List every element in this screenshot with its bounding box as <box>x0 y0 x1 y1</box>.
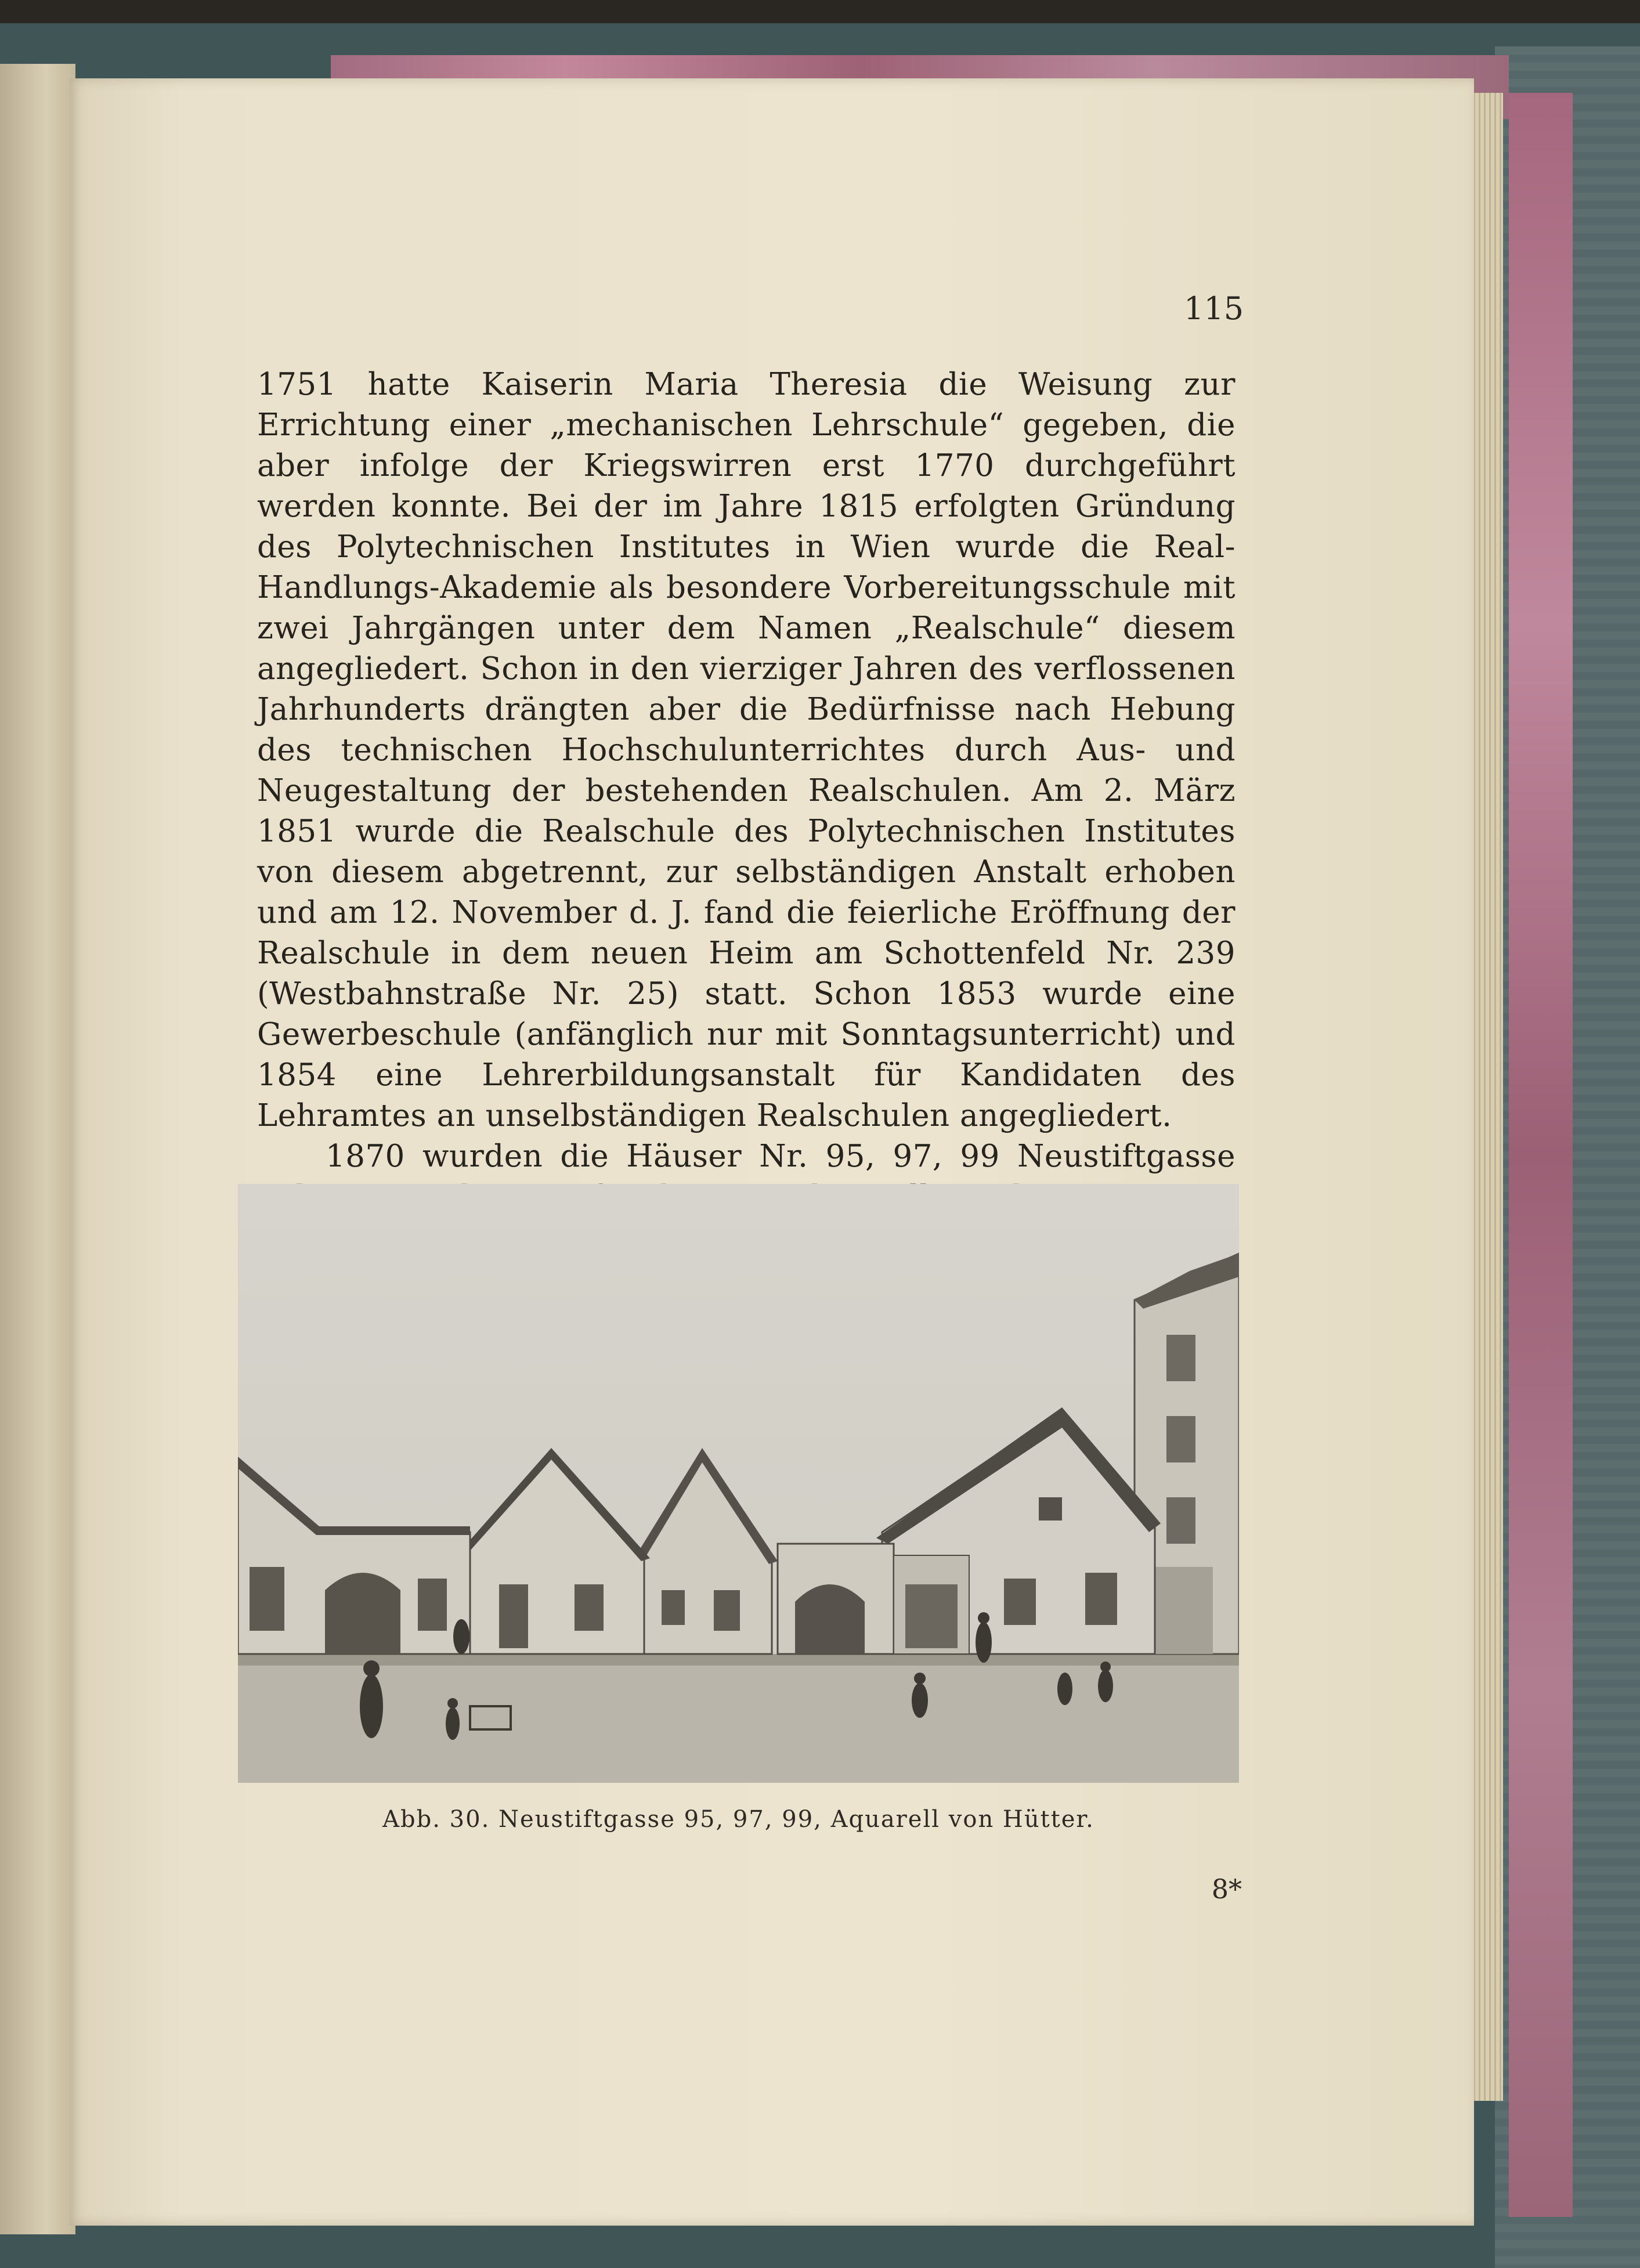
figure-watercolor-illustration <box>238 1184 1239 1783</box>
left-page-edge <box>0 64 75 2234</box>
signature-mark: 8* <box>1211 1873 1242 1905</box>
marbled-page-edge-right <box>1509 93 1573 2217</box>
street-scene-image <box>238 1184 1239 1783</box>
body-text <box>257 364 1236 1174</box>
paragraph: 1870 wurden die Häuser Nr. 95, 97, 99 Neustiftgasse <box>326 1139 1236 1174</box>
page-number: 115 <box>1184 290 1244 327</box>
figure-caption: Abb. 30. Neustiftgasse 95, 97, 99, Aquarell von Hütter. <box>382 1806 1094 1833</box>
paragraph: 1751 hatte Kaiserin Maria Theresia die Weisung zur Errichtung einer „mechanischen Lehrschule“ gegeben, die aber infolge der Kriegswirren erst 1770 durchgeführt werden konnte. Bei der im Jahre 1815 erfolgten Gründung des Polytechnischen Institutes in Wien wurde die Real-Handlungs-Akademie als besondere Vorbereitungsschule mit zwei Jahrgängen unter dem Namen „Realschule“ diesem angegliedert. Schon in den vierziger Jahren des verflossenen Jahrhunderts drängten aber die Bedürfnisse nach Hebung des technischen Hochschulunterrichtes durch Aus- und Neugestaltung der bestehenden Realschulen. Am 2. März 1851 wurde die Realschule des Polytechnischen Institutes von diesem abgetrennt, zur selbständigen Anstalt erhoben und am 12. November d. J. fand die feierliche Eröffnung der Realschule in dem neuen Heim am Schottenfeld Nr. 239 (Westbahnstraße Nr. 25) statt. Schon 1853 wurde eine Gewerbeschule (anfänglich nur mit Sonntagsunterricht) und 1854 eine Lehrerbildungsanstalt für Kandidaten des Lehramtes an unselbständigen Realschulen angegliedert. <box>257 367 1236 1133</box>
